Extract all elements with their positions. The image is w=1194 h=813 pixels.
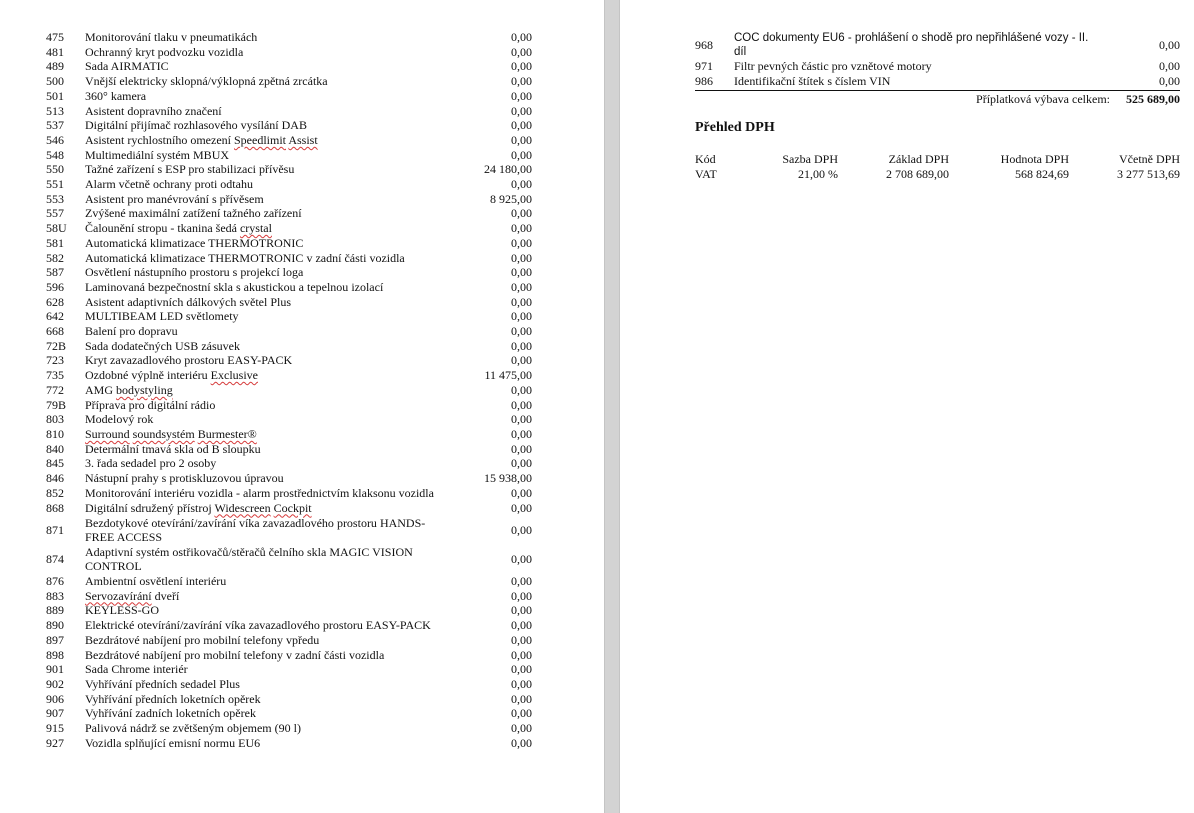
equipment-price: 0,00 <box>511 206 532 221</box>
equipment-code: 557 <box>46 206 64 221</box>
equipment-row <box>46 648 532 663</box>
equipment-description: Sada Chrome interiér <box>85 662 188 677</box>
equipment-description: Asistent adaptivních dálkových světel Plus <box>85 294 292 309</box>
equipment-price: 24 180,00 <box>484 162 532 177</box>
equipment-price: 0,00 <box>511 382 532 397</box>
equipment-code: 852 <box>46 485 64 500</box>
equipment-code: 845 <box>46 456 64 471</box>
equipment-price: 0,00 <box>511 618 532 633</box>
equipment-code: 553 <box>46 191 64 206</box>
equipment-row <box>46 736 532 751</box>
equipment-code: 642 <box>46 309 64 324</box>
equipment-price: 0,00 <box>511 485 532 500</box>
equipment-code: 581 <box>46 235 64 250</box>
equipment-code: 587 <box>46 265 64 280</box>
equipment-price: 0,00 <box>511 221 532 236</box>
equipment-description: Kryt zavazadlového prostoru EASY-PACK <box>85 353 293 368</box>
equipment-code: 546 <box>46 132 64 147</box>
equipment-row <box>46 221 532 236</box>
equipment-price: 11 475,00 <box>484 368 532 383</box>
equipment-price: 0,00 <box>511 88 532 103</box>
equipment-price: 0,00 <box>511 691 532 706</box>
equipment-description: Ozdobné výplně interiéru Exclusive <box>85 368 258 383</box>
equipment-price: 0,00 <box>511 353 532 368</box>
vat-amount: 568 824,69 <box>1015 166 1069 181</box>
equipment-code: 551 <box>46 177 64 192</box>
equipment-price: 0,00 <box>511 500 532 515</box>
equipment-price: 0,00 <box>511 588 532 603</box>
equipment-description: Palivová nádrž se zvětšeným objemem (90 l) <box>85 721 301 736</box>
equipment-row <box>46 295 532 310</box>
equipment-code: 846 <box>46 471 64 486</box>
equipment-price: 0,00 <box>511 721 532 736</box>
equipment-code: 971 <box>695 59 713 74</box>
equipment-row <box>46 515 532 544</box>
equipment-description: Vnější elektricky sklopná/výklopná zpětná zrcátka <box>85 74 328 89</box>
equipment-code: 883 <box>46 588 64 603</box>
equipment-price: 0,00 <box>511 132 532 147</box>
equipment-price: 0,00 <box>511 177 532 192</box>
equipment-row <box>46 383 532 398</box>
equipment-price: 8 925,00 <box>490 191 532 206</box>
equipment-description: Adaptivní systém ostřikovačů/stěračů čelního skla MAGIC VISION CONTROL <box>85 545 413 574</box>
equipment-price: 0,00 <box>511 74 532 89</box>
equipment-price: 0,00 <box>1159 59 1180 74</box>
equipment-row <box>46 236 532 251</box>
equipment-description: 3. řada sedadel pro 2 osoby <box>85 456 217 471</box>
equipment-description: MULTIBEAM LED světlomety <box>85 309 239 324</box>
equipment-description: Osvětlení nástupního prostoru s projekcí loga <box>85 265 304 280</box>
equipment-price: 0,00 <box>511 235 532 250</box>
equipment-row <box>695 30 1180 59</box>
equipment-row <box>695 74 1180 89</box>
equipment-row <box>46 368 532 383</box>
equipment-price: 0,00 <box>511 118 532 133</box>
equipment-row <box>46 574 532 589</box>
vat-code: VAT <box>695 166 717 181</box>
equipment-description: Modelový rok <box>85 412 154 427</box>
equipment-description: AMG bodystyling <box>85 382 173 397</box>
equipment-description: Digitální přijímač rozhlasového vysílání DAB <box>85 118 307 133</box>
equipment-price: 0,00 <box>511 426 532 441</box>
equipment-description: Tažné zařízení s ESP pro stabilizaci přívěsu <box>85 162 295 177</box>
vat-header-total: Včetně DPH <box>1119 152 1180 166</box>
equipment-row <box>46 706 532 721</box>
equipment-price: 0,00 <box>511 147 532 162</box>
equipment-code: 871 <box>46 522 64 537</box>
equipment-row <box>46 427 532 442</box>
equipment-description: Ambientní osvětlení interiéru <box>85 573 227 588</box>
equipment-row <box>46 74 532 89</box>
equipment-price: 0,00 <box>511 30 532 44</box>
equipment-price: 0,00 <box>1159 74 1180 89</box>
equipment-price: 0,00 <box>511 412 532 427</box>
equipment-description: Alarm včetně ochrany proti odtahu <box>85 177 253 192</box>
equipment-code: 548 <box>46 147 64 162</box>
equipment-code: 986 <box>695 74 713 89</box>
vat-header-code: Kód <box>695 152 716 166</box>
equipment-row <box>46 633 532 648</box>
equipment-description: Zvýšené maximální zatížení tažného zařízení <box>85 206 302 221</box>
equipment-price: 0,00 <box>511 59 532 74</box>
equipment-row <box>46 251 532 266</box>
equipment-price: 0,00 <box>511 647 532 662</box>
equipment-row <box>46 603 532 618</box>
equipment-code: 550 <box>46 162 64 177</box>
equipment-description: 360° kamera <box>85 88 147 103</box>
equipment-price: 0,00 <box>511 441 532 456</box>
equipment-code: 481 <box>46 44 64 59</box>
vat-summary-table <box>695 152 1180 181</box>
equipment-price: 0,00 <box>511 338 532 353</box>
equipment-price: 0,00 <box>511 662 532 677</box>
equipment-row <box>46 456 532 471</box>
equipment-code: 596 <box>46 279 64 294</box>
equipment-row <box>46 589 532 604</box>
equipment-description: Digitální sdružený přístroj Widescreen Cockpit <box>85 500 312 515</box>
equipment-description: Identifikační štítek s číslem VIN <box>734 74 891 89</box>
equipment-code: 735 <box>46 368 64 383</box>
equipment-code: 968 <box>695 37 713 52</box>
equipment-description: Vyhřívání předních loketních opěrek <box>85 691 261 706</box>
document-page-right <box>620 0 1194 813</box>
total-row <box>695 91 1180 107</box>
equipment-row <box>46 442 532 457</box>
vat-total: 3 277 513,69 <box>1117 166 1180 181</box>
equipment-price: 0,00 <box>511 309 532 324</box>
equipment-price: 0,00 <box>511 632 532 647</box>
equipment-description: KEYLESS-GO <box>85 603 159 618</box>
vat-rate: 21,00 % <box>798 166 838 181</box>
equipment-row <box>46 721 532 736</box>
equipment-description: Filtr pevných částic pro vznětové motory <box>734 59 932 74</box>
equipment-description: Monitorování tlaku v pneumatikách <box>85 30 258 44</box>
equipment-code: 628 <box>46 294 64 309</box>
equipment-code: 489 <box>46 59 64 74</box>
equipment-row <box>46 339 532 354</box>
equipment-code: 58U <box>46 221 67 236</box>
equipment-list-continued <box>695 30 1180 107</box>
equipment-description: Automatická klimatizace THERMOTRONIC <box>85 235 304 250</box>
equipment-code: 582 <box>46 250 64 265</box>
equipment-price: 0,00 <box>511 279 532 294</box>
total-label: Příplatková výbava celkem: <box>976 91 1110 106</box>
equipment-row <box>46 398 532 413</box>
equipment-row <box>46 192 532 207</box>
equipment-code: 500 <box>46 74 64 89</box>
equipment-row <box>46 177 532 192</box>
equipment-code: 890 <box>46 618 64 633</box>
equipment-description: Sada dodatečných USB zásuvek <box>85 338 240 353</box>
equipment-row <box>46 133 532 148</box>
equipment-row <box>46 412 532 427</box>
equipment-code: 897 <box>46 632 64 647</box>
equipment-price: 0,00 <box>511 522 532 537</box>
equipment-description: Ochranný kryt podvozku vozidla <box>85 44 244 59</box>
equipment-code: 723 <box>46 353 64 368</box>
equipment-description: Bezdrátové nabíjení pro mobilní telefony vpředu <box>85 632 320 647</box>
equipment-row <box>46 501 532 516</box>
equipment-price: 0,00 <box>511 103 532 118</box>
equipment-description: Laminovaná bezpečnostní skla s akustickou a tepelnou izolací <box>85 279 384 294</box>
equipment-description: Asistent dopravního značení <box>85 103 222 118</box>
equipment-code: 868 <box>46 500 64 515</box>
equipment-row <box>46 104 532 119</box>
equipment-description: Balení pro dopravu <box>85 324 178 339</box>
equipment-price: 0,00 <box>511 44 532 59</box>
equipment-description: Příprava pro digitální rádio <box>85 397 216 412</box>
equipment-price: 0,00 <box>511 706 532 721</box>
equipment-price: 0,00 <box>511 250 532 265</box>
equipment-description: Vozidla splňující emisní normu EU6 <box>85 735 261 750</box>
equipment-price: 0,00 <box>511 456 532 471</box>
equipment-code: 915 <box>46 721 64 736</box>
equipment-row <box>46 309 532 324</box>
equipment-code: 79B <box>46 397 67 412</box>
equipment-code: 874 <box>46 552 64 567</box>
equipment-description: Elektrické otevírání/zavírání víka zavazadlového prostoru EASY-PACK <box>85 618 431 633</box>
equipment-code: 772 <box>46 382 64 397</box>
equipment-row <box>46 162 532 177</box>
equipment-code: 902 <box>46 676 64 691</box>
equipment-price: 0,00 <box>511 294 532 309</box>
equipment-description: COC dokumenty EU6 - prohlášení o shodě pro nepřihlášené vozy - II. díl <box>734 31 1089 58</box>
equipment-price: 0,00 <box>511 603 532 618</box>
equipment-row <box>46 45 532 60</box>
equipment-row <box>46 618 532 633</box>
equipment-row <box>46 324 532 339</box>
equipment-row <box>46 353 532 368</box>
equipment-code: 537 <box>46 118 64 133</box>
equipment-description: Automatická klimatizace THERMOTRONIC v zadní části vozidla <box>85 250 405 265</box>
equipment-code: 810 <box>46 426 64 441</box>
equipment-code: 803 <box>46 412 64 427</box>
equipment-price: 0,00 <box>511 735 532 750</box>
vat-table-header <box>695 152 1180 167</box>
equipment-code: 840 <box>46 441 64 456</box>
equipment-description: Vyhřívání předních sedadel Plus <box>85 676 240 691</box>
equipment-code: 475 <box>46 30 64 44</box>
equipment-row <box>46 89 532 104</box>
equipment-description: Nástupní prahy s protiskluzovou úpravou <box>85 471 284 486</box>
equipment-row <box>46 677 532 692</box>
equipment-row <box>695 59 1180 74</box>
equipment-row <box>46 59 532 74</box>
vat-table-row <box>695 167 1180 182</box>
vat-header-amount: Hodnota DPH <box>1000 152 1069 166</box>
equipment-row <box>46 471 532 486</box>
equipment-description: Sada AIRMATIC <box>85 59 169 74</box>
equipment-row <box>46 545 532 574</box>
equipment-code: 898 <box>46 647 64 662</box>
equipment-code: 906 <box>46 691 64 706</box>
equipment-price: 0,00 <box>511 552 532 567</box>
vat-header-base: Základ DPH <box>888 152 949 166</box>
equipment-row <box>46 148 532 163</box>
equipment-price: 0,00 <box>1159 37 1180 52</box>
equipment-price: 0,00 <box>511 676 532 691</box>
equipment-row <box>46 265 532 280</box>
equipment-price: 0,00 <box>511 397 532 412</box>
equipment-list <box>46 30 532 750</box>
equipment-code: 901 <box>46 662 64 677</box>
equipment-code: 889 <box>46 603 64 618</box>
equipment-row <box>46 280 532 295</box>
equipment-price: 15 938,00 <box>484 471 532 486</box>
equipment-description: Servozavírání dveří <box>85 588 180 603</box>
vat-header-rate: Sazba DPH <box>782 152 838 166</box>
equipment-row <box>46 118 532 133</box>
equipment-code: 927 <box>46 735 64 750</box>
equipment-row <box>46 662 532 677</box>
equipment-description: Asistent rychlostního omezení Speedlimit Assist <box>85 132 318 147</box>
equipment-price: 0,00 <box>511 573 532 588</box>
equipment-description: Determální tmavá skla od B sloupku <box>85 441 261 456</box>
equipment-code: 668 <box>46 324 64 339</box>
equipment-description: Surround soundsystém Burmester® <box>85 426 257 441</box>
page-gutter <box>604 0 620 813</box>
vat-base: 2 708 689,00 <box>886 166 949 181</box>
equipment-code: 72B <box>46 338 67 353</box>
equipment-row <box>46 692 532 707</box>
equipment-description: Bezdrátové nabíjení pro mobilní telefony v zadní části vozidla <box>85 647 385 662</box>
equipment-row <box>46 206 532 221</box>
equipment-code: 513 <box>46 103 64 118</box>
equipment-description: Čalounění stropu - tkanina šedá crystal <box>85 221 272 236</box>
equipment-price: 0,00 <box>511 265 532 280</box>
vat-summary-title: Přehled DPH <box>695 120 775 135</box>
equipment-description: Bezdotykové otevírání/zavírání víka zavazadlového prostoru HANDS-FREE ACCESS <box>85 515 426 544</box>
equipment-description: Vyhřívání zadních loketních opěrek <box>85 706 256 721</box>
equipment-code: 876 <box>46 573 64 588</box>
equipment-description: Asistent pro manévrování s přívěsem <box>85 191 264 206</box>
equipment-row <box>46 30 532 45</box>
equipment-code: 501 <box>46 88 64 103</box>
equipment-description: Multimediální systém MBUX <box>85 147 230 162</box>
total-value: 525 689,00 <box>1126 91 1180 106</box>
equipment-description: Monitorování interiéru vozidla - alarm prostřednictvím klaksonu vozidla <box>85 485 434 500</box>
equipment-row <box>46 486 532 501</box>
equipment-price: 0,00 <box>511 324 532 339</box>
equipment-code: 907 <box>46 706 64 721</box>
